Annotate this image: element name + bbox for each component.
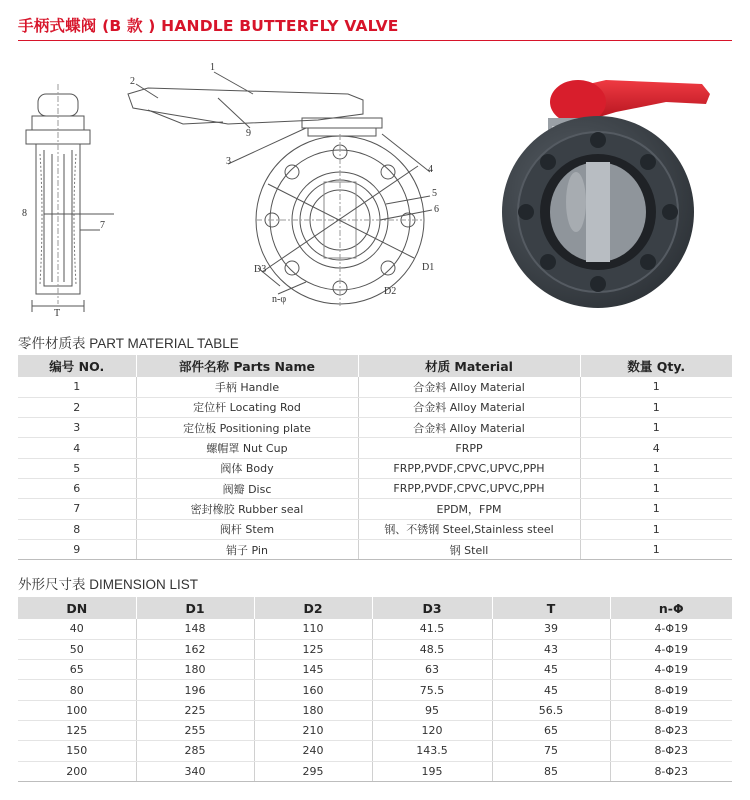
table-row [18, 761, 732, 781]
dim-label-t: T [54, 308, 61, 316]
cell-qty: 1 [580, 499, 732, 519]
cell-d2: 110 [254, 619, 372, 639]
table-row [18, 478, 732, 498]
cell-d1: 196 [136, 680, 254, 700]
col-header-material: 材质 Material [358, 355, 580, 377]
table-row [18, 741, 732, 761]
table-row [18, 680, 732, 700]
cell-material: FRPP,PVDF,CPVC,UPVC,PPH [358, 458, 580, 478]
table-row [18, 720, 732, 740]
side-section-view [26, 84, 90, 312]
page-header [18, 14, 732, 36]
cell-material: EPDM，FPM [358, 499, 580, 519]
cell-t: 65 [492, 720, 610, 740]
cell-n-phi: 4-Φ19 [610, 619, 732, 639]
col-header-parts-name: 部件名称 Parts Name [136, 355, 358, 377]
cell-d3: 120 [372, 720, 492, 740]
cell-n-phi: 8-Φ23 [610, 741, 732, 761]
cell-parts-name: 定位杆 Locating Rod [136, 397, 358, 417]
dim-label-d3: D3 [254, 264, 267, 275]
callout-3: 3 [226, 156, 231, 167]
cell-dn: 150 [18, 741, 136, 761]
col-header-n-phi: n-Φ [610, 597, 732, 619]
cell-d2: 145 [254, 660, 372, 680]
table-header-row [18, 597, 732, 619]
cell-no: 5 [18, 458, 136, 478]
cell-parts-name: 手柄 Handle [136, 377, 358, 397]
cell-dn: 125 [18, 720, 136, 740]
cell-dn: 100 [18, 700, 136, 720]
dim-label-d1: D1 [422, 262, 435, 273]
cell-parts-name: 密封橡胶 Rubber seal [136, 499, 358, 519]
cell-dn: 80 [18, 680, 136, 700]
technical-drawing [18, 54, 478, 316]
cell-qty: 1 [580, 539, 732, 559]
callout-1: 1 [210, 62, 215, 73]
callout-6: 6 [434, 204, 439, 215]
callout-2: 2 [130, 76, 135, 87]
cell-d1: 180 [136, 660, 254, 680]
cell-material: 合金料 Alloy Material [358, 397, 580, 417]
cell-d3: 48.5 [372, 639, 492, 659]
parts-section-title: 零件材质表 PART MATERIAL TABLE [18, 336, 239, 351]
cell-d2: 240 [254, 741, 372, 761]
cell-material: FRPP,PVDF,CPVC,UPVC,PPH [358, 478, 580, 498]
cell-d1: 340 [136, 761, 254, 781]
cell-d2: 210 [254, 720, 372, 740]
cell-qty: 1 [580, 519, 732, 539]
part-material-table [18, 355, 732, 560]
cell-t: 56.5 [492, 700, 610, 720]
cell-d2: 295 [254, 761, 372, 781]
dim-label-n-phi: n-φ [272, 294, 287, 305]
cell-dn: 40 [18, 619, 136, 639]
cell-no: 4 [18, 438, 136, 458]
table-row [18, 660, 732, 680]
callout-8: 8 [22, 208, 27, 219]
table-row [18, 519, 732, 539]
dim-label-d2: D2 [384, 286, 397, 297]
callout-4: 4 [428, 164, 433, 175]
cell-no: 3 [18, 418, 136, 438]
col-header-d2: D2 [254, 597, 372, 619]
cell-material: 钢 Stell [358, 539, 580, 559]
cell-parts-name: 螺帽罩 Nut Cup [136, 438, 358, 458]
cell-qty: 1 [580, 418, 732, 438]
cell-n-phi: 8-Φ19 [610, 700, 732, 720]
cell-parts-name: 阀杆 Stem [136, 519, 358, 539]
cell-parts-name: 定位板 Positioning plate [136, 418, 358, 438]
cell-t: 45 [492, 660, 610, 680]
cell-material: 合金料 Alloy Material [358, 418, 580, 438]
table-row [18, 438, 732, 458]
cell-t: 39 [492, 619, 610, 639]
cell-d3: 143.5 [372, 741, 492, 761]
cell-d1: 255 [136, 720, 254, 740]
table-row [18, 700, 732, 720]
cell-n-phi: 8-Φ19 [610, 680, 732, 700]
col-header-d1: D1 [136, 597, 254, 619]
callout-7: 7 [100, 220, 105, 231]
cell-qty: 4 [580, 438, 732, 458]
front-view [44, 72, 435, 306]
table-row [18, 539, 732, 559]
table-row [18, 418, 732, 438]
cell-material: 合金料 Alloy Material [358, 377, 580, 397]
cell-dn: 50 [18, 639, 136, 659]
cell-no: 2 [18, 397, 136, 417]
cell-no: 7 [18, 499, 136, 519]
cell-qty: 1 [580, 478, 732, 498]
cell-n-phi: 4-Φ19 [610, 660, 732, 680]
cell-n-phi: 8-Φ23 [610, 761, 732, 781]
cell-qty: 1 [580, 377, 732, 397]
cell-d1: 148 [136, 619, 254, 639]
table-row [18, 377, 732, 397]
table-row [18, 397, 732, 417]
cell-qty: 1 [580, 397, 732, 417]
cell-dn: 200 [18, 761, 136, 781]
cell-qty: 1 [580, 458, 732, 478]
cell-d3: 41.5 [372, 619, 492, 639]
cell-no: 1 [18, 377, 136, 397]
cell-t: 85 [492, 761, 610, 781]
cell-n-phi: 4-Φ19 [610, 639, 732, 659]
cell-n-phi: 8-Φ23 [610, 720, 732, 740]
table-row [18, 619, 732, 639]
cell-dn: 65 [18, 660, 136, 680]
cell-d3: 75.5 [372, 680, 492, 700]
table-header-row [18, 355, 732, 377]
cell-d1: 225 [136, 700, 254, 720]
callout-5: 5 [432, 188, 437, 199]
cell-parts-name: 阀体 Body [136, 458, 358, 478]
cell-d3: 95 [372, 700, 492, 720]
page-title: 手柄式蝶阀 (B 款 ) HANDLE BUTTERFLY VALVE [18, 17, 399, 35]
col-header-d3: D3 [372, 597, 492, 619]
title-divider [18, 40, 732, 41]
cell-parts-name: 阀瓣 Disc [136, 478, 358, 498]
col-header-dn: DN [18, 597, 136, 619]
cell-d3: 195 [372, 761, 492, 781]
cell-d2: 180 [254, 700, 372, 720]
cell-d3: 63 [372, 660, 492, 680]
col-header-qty: 数量 Qty. [580, 355, 732, 377]
cell-material: 钢、不锈钢 Steel,Stainless steel [358, 519, 580, 539]
table-row [18, 499, 732, 519]
cell-no: 9 [18, 539, 136, 559]
cell-d2: 125 [254, 639, 372, 659]
cell-t: 75 [492, 741, 610, 761]
dimension-list-table [18, 597, 732, 782]
cell-material: FRPP [358, 438, 580, 458]
col-header-no: 编号 NO. [18, 355, 136, 377]
table-row [18, 458, 732, 478]
col-header-t: T [492, 597, 610, 619]
cell-d1: 162 [136, 639, 254, 659]
cell-d2: 160 [254, 680, 372, 700]
valve-photo [496, 62, 730, 310]
dims-section-title: 外形尺寸表 DIMENSION LIST [18, 577, 199, 592]
cell-t: 43 [492, 639, 610, 659]
cell-parts-name: 销子 Pin [136, 539, 358, 559]
cell-no: 8 [18, 519, 136, 539]
callout-9: 9 [246, 128, 251, 139]
cell-no: 6 [18, 478, 136, 498]
cell-t: 45 [492, 680, 610, 700]
table-row [18, 639, 732, 659]
cell-d1: 285 [136, 741, 254, 761]
